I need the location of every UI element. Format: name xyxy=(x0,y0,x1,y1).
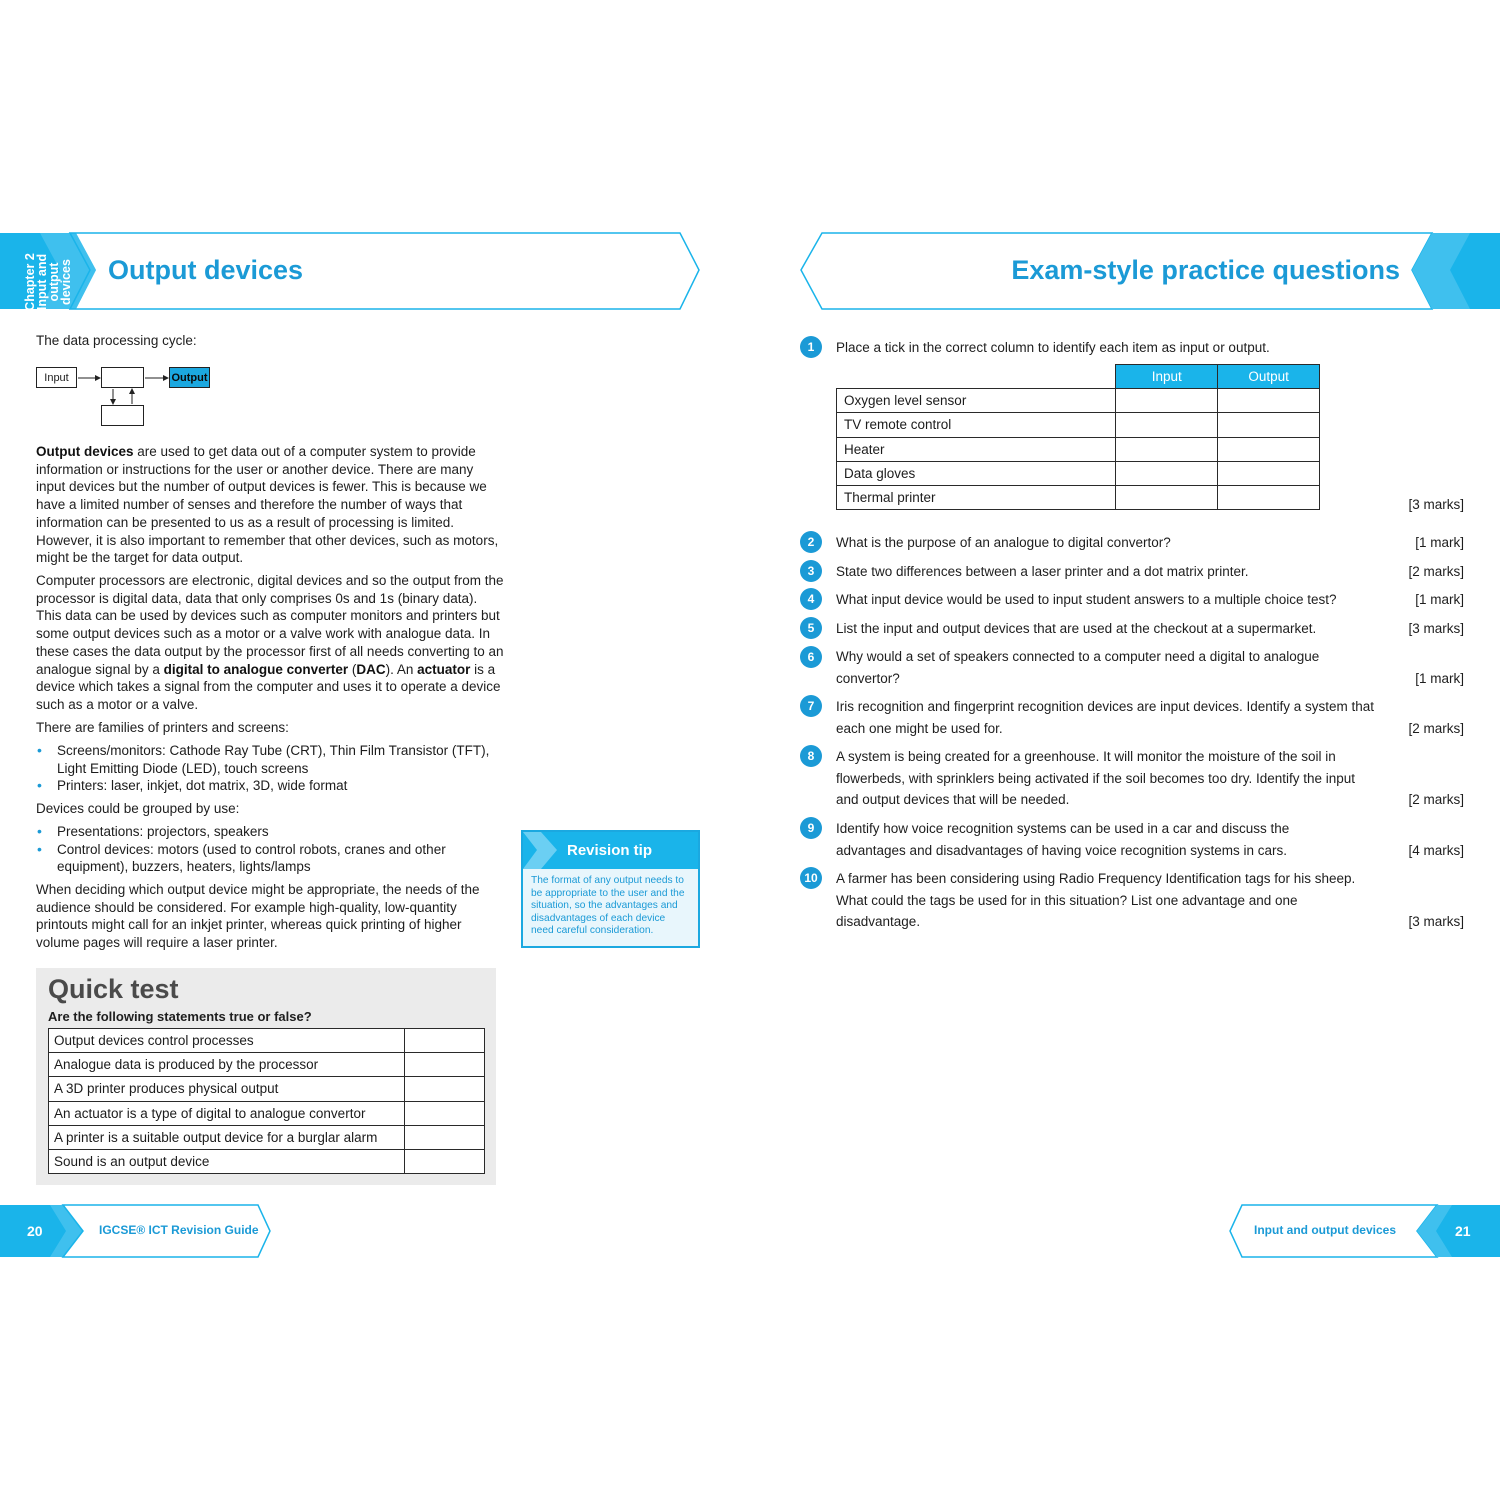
table-row xyxy=(837,461,1320,485)
table-row xyxy=(49,1053,485,1077)
question-text: A farmer has been considering using Radio Frequency Identification tags for his sheep. What could the tags be used for in this situation? List one advantage and one disadvantage. xyxy=(836,871,1356,929)
paragraph-digital-data xyxy=(36,572,506,714)
question-text: Why would a set of speakers connected to a computer need a digital to analogue convertor? xyxy=(836,649,1320,686)
item-cell: Oxygen level sensor xyxy=(837,389,1116,413)
paragraph-choosing-device: When deciding which output device might be appropriate, the needs of the audience should be considered. For example high-quality, low-quantity printouts might call for an inkjet printer, whereas quick printing of higher volume pages will require a laser printer. xyxy=(36,882,480,951)
column-header-output: Output xyxy=(1218,365,1320,389)
tick-cell-output[interactable] xyxy=(1218,461,1320,485)
question-marks: [1 mark] xyxy=(1415,671,1464,686)
list-item: • Presentations: projectors, speakers xyxy=(36,823,486,841)
p2-part-a: Computer processors are electronic, digital devices and so the output from the processor is digital data, data that only comprises 0s and 1s (binary data). This data can be used by devices such as computer monitors and printers but some output devices such as a motor or a valve work with analogue data. In these cases the data output by the processor first of all needs converting to an analogue signal by a xyxy=(36,573,504,677)
answer-cell[interactable] xyxy=(405,1053,485,1077)
question-marks: [2 marks] xyxy=(1408,721,1464,736)
tick-cell-input[interactable] xyxy=(1116,437,1218,461)
revision-tip-header xyxy=(523,832,698,869)
tick-cell-input[interactable] xyxy=(1116,413,1218,437)
question-text: A system is being created for a greenhouse. It will monitor the moisture of the soil in flowerbeds, with sprinklers being activated if the soil becomes too dry. Identify the input and output devices that will be needed. xyxy=(836,749,1356,807)
revision-tip-heading: Revision tip xyxy=(567,842,653,859)
table-row xyxy=(837,486,1320,510)
tick-cell-input[interactable] xyxy=(1116,486,1218,510)
statement-cell: Output devices control processes xyxy=(49,1029,405,1053)
left-page-number: 20 xyxy=(27,1223,43,1239)
tick-cell-output[interactable] xyxy=(1218,413,1320,437)
revision-tip-body: The format of any output needs to be appropriate to the user and the situation, so the advantages and disadvantages of each device need careful consideration. xyxy=(531,875,685,936)
quick-test-panel xyxy=(36,968,496,1185)
table-row xyxy=(837,413,1320,437)
table-row xyxy=(837,389,1320,413)
question-number-badge: 5 xyxy=(800,617,822,639)
list-item: • Control devices: motors (used to control robots, cranes and other equipment), buzzers, heaters, lights/lamps xyxy=(36,841,486,876)
question-number-badge: 4 xyxy=(800,588,822,610)
list-item: • Printers: laser, inkjet, dot matrix, 3D, wide format xyxy=(36,777,506,795)
blank-header-cell xyxy=(837,365,1116,389)
item-cell: Heater xyxy=(837,437,1116,461)
section-title: Input and output devices xyxy=(1254,1223,1397,1237)
quick-test-table xyxy=(48,1028,485,1174)
item-cell: TV remote control xyxy=(837,413,1116,437)
term-dac: DAC xyxy=(356,661,386,677)
p2-part-d: ). An xyxy=(385,661,418,677)
tick-cell-output[interactable] xyxy=(1218,437,1320,461)
tick-cell-output[interactable] xyxy=(1218,486,1320,510)
table-row xyxy=(49,1125,485,1149)
p2-part-c: ( xyxy=(348,661,357,677)
question-marks: [2 marks] xyxy=(1408,564,1464,579)
revision-tip xyxy=(521,830,700,948)
question-number-badge: 2 xyxy=(800,531,822,553)
statement-cell: Analogue data is produced by the processor xyxy=(49,1053,405,1077)
question-text: State two differences between a laser printer and a dot matrix printer. xyxy=(836,564,1249,579)
p2-part-e: is a device which takes a signal from the computer and uses it to operate a device such as a motor or a valve. xyxy=(36,661,501,712)
paragraph-families: There are families of printers and screens: xyxy=(36,720,289,735)
question-text: What is the purpose of an analogue to digital convertor? xyxy=(836,535,1171,550)
quick-test-title: Quick test xyxy=(48,974,179,1004)
answer-cell[interactable] xyxy=(405,1125,485,1149)
question-text: Identify how voice recognition systems can be used in a car and discuss the advantages and disadvantages of having voice recognition systems in cars. xyxy=(836,821,1290,858)
item-cell: Data gloves xyxy=(837,461,1116,485)
term-output-devices: Output devices xyxy=(36,444,134,459)
question-number-badge: 10 xyxy=(800,867,822,889)
answer-cell[interactable] xyxy=(405,1077,485,1101)
item-cell: Thermal printer xyxy=(837,486,1116,510)
table-header-row xyxy=(837,365,1320,389)
book-title: IGCSE® ICT Revision Guide xyxy=(99,1223,259,1237)
chapter-tab-label: Chapter 2 Input and output devices xyxy=(23,253,73,311)
table-row xyxy=(49,1029,485,1053)
question-text: Iris recognition and fingerprint recognition devices are input devices. Identify a system that each one might be used for. xyxy=(836,699,1375,736)
right-page-number: 21 xyxy=(1455,1223,1471,1239)
page-title: Output devices xyxy=(108,255,304,285)
question-marks: [4 marks] xyxy=(1408,843,1464,858)
tick-cell-output[interactable] xyxy=(1218,389,1320,413)
cycle-output-label: Output xyxy=(171,371,208,384)
question-number-badge: 1 xyxy=(800,336,822,358)
printers-screens-list xyxy=(36,742,506,795)
right-page-title: Exam-style practice questions xyxy=(1011,255,1400,285)
cycle-intro: The data processing cycle: xyxy=(36,333,197,348)
quick-test-prompt: Are the following statements true or false? xyxy=(48,1009,312,1024)
processing-cycle-diagram xyxy=(36,366,216,430)
answer-cell[interactable] xyxy=(405,1149,485,1173)
question-number-badge: 8 xyxy=(800,745,822,767)
question-number-badge: 9 xyxy=(800,817,822,839)
cycle-arrows xyxy=(36,366,216,430)
question-text: What input device would be used to input student answers to a multiple choice test? xyxy=(836,592,1337,607)
term-dac-full: digital to analogue converter xyxy=(163,661,349,677)
question-marks: [2 marks] xyxy=(1408,792,1464,807)
input-output-table xyxy=(836,364,1320,510)
list-item: • Screens/monitors: Cathode Ray Tube (CRT), Thin Film Transistor (TFT), Light Emitting Diode (LED), touch screens xyxy=(36,742,506,777)
table-row xyxy=(49,1101,485,1125)
table-row xyxy=(837,437,1320,461)
grouped-by-use-list xyxy=(36,823,486,876)
paragraph-grouped: Devices could be grouped by use: xyxy=(36,801,240,816)
table-row xyxy=(49,1077,485,1101)
column-header-input: Input xyxy=(1116,365,1218,389)
statement-cell: Sound is an output device xyxy=(49,1149,405,1173)
question-number-badge: 7 xyxy=(800,695,822,717)
statement-cell: A 3D printer produces physical output xyxy=(49,1077,405,1101)
question-marks: [3 marks] xyxy=(1408,621,1464,636)
paragraph-output-devices xyxy=(36,443,506,567)
term-actuator: actuator xyxy=(417,661,471,677)
question-marks: [3 marks] xyxy=(1408,497,1464,512)
question-marks: [1 mark] xyxy=(1415,535,1464,550)
tick-cell-input[interactable] xyxy=(1116,461,1218,485)
question-text: Place a tick in the correct column to identify each item as input or output. xyxy=(836,340,1270,355)
table-row xyxy=(49,1149,485,1173)
cycle-input-label: Input xyxy=(44,371,69,384)
question-number-badge: 3 xyxy=(800,560,822,582)
question-marks: [3 marks] xyxy=(1408,914,1464,929)
answer-cell[interactable] xyxy=(405,1101,485,1125)
answer-cell[interactable] xyxy=(405,1029,485,1053)
revision-tip-chevron-icon xyxy=(523,832,563,869)
statement-cell: An actuator is a type of digital to analogue convertor xyxy=(49,1101,405,1125)
question-number-badge: 6 xyxy=(800,646,822,668)
tick-cell-input[interactable] xyxy=(1116,389,1218,413)
question-text: List the input and output devices that are used at the checkout at a supermarket. xyxy=(836,621,1317,636)
paragraph-output-devices-text: are used to get data out of a computer system to provide information or instructions for the user or another device. There are many input devices but the number of output devices is fewer. This is because we have a limited number of senses and therefore the number of ways that information can be presented to us as a result of processing is limited. However, it is also important to remember that other devices, such as motors, might be the target for data output. xyxy=(36,444,499,566)
statement-cell: A printer is a suitable output device for a burglar alarm xyxy=(49,1125,405,1149)
question-marks: [1 mark] xyxy=(1415,592,1464,607)
